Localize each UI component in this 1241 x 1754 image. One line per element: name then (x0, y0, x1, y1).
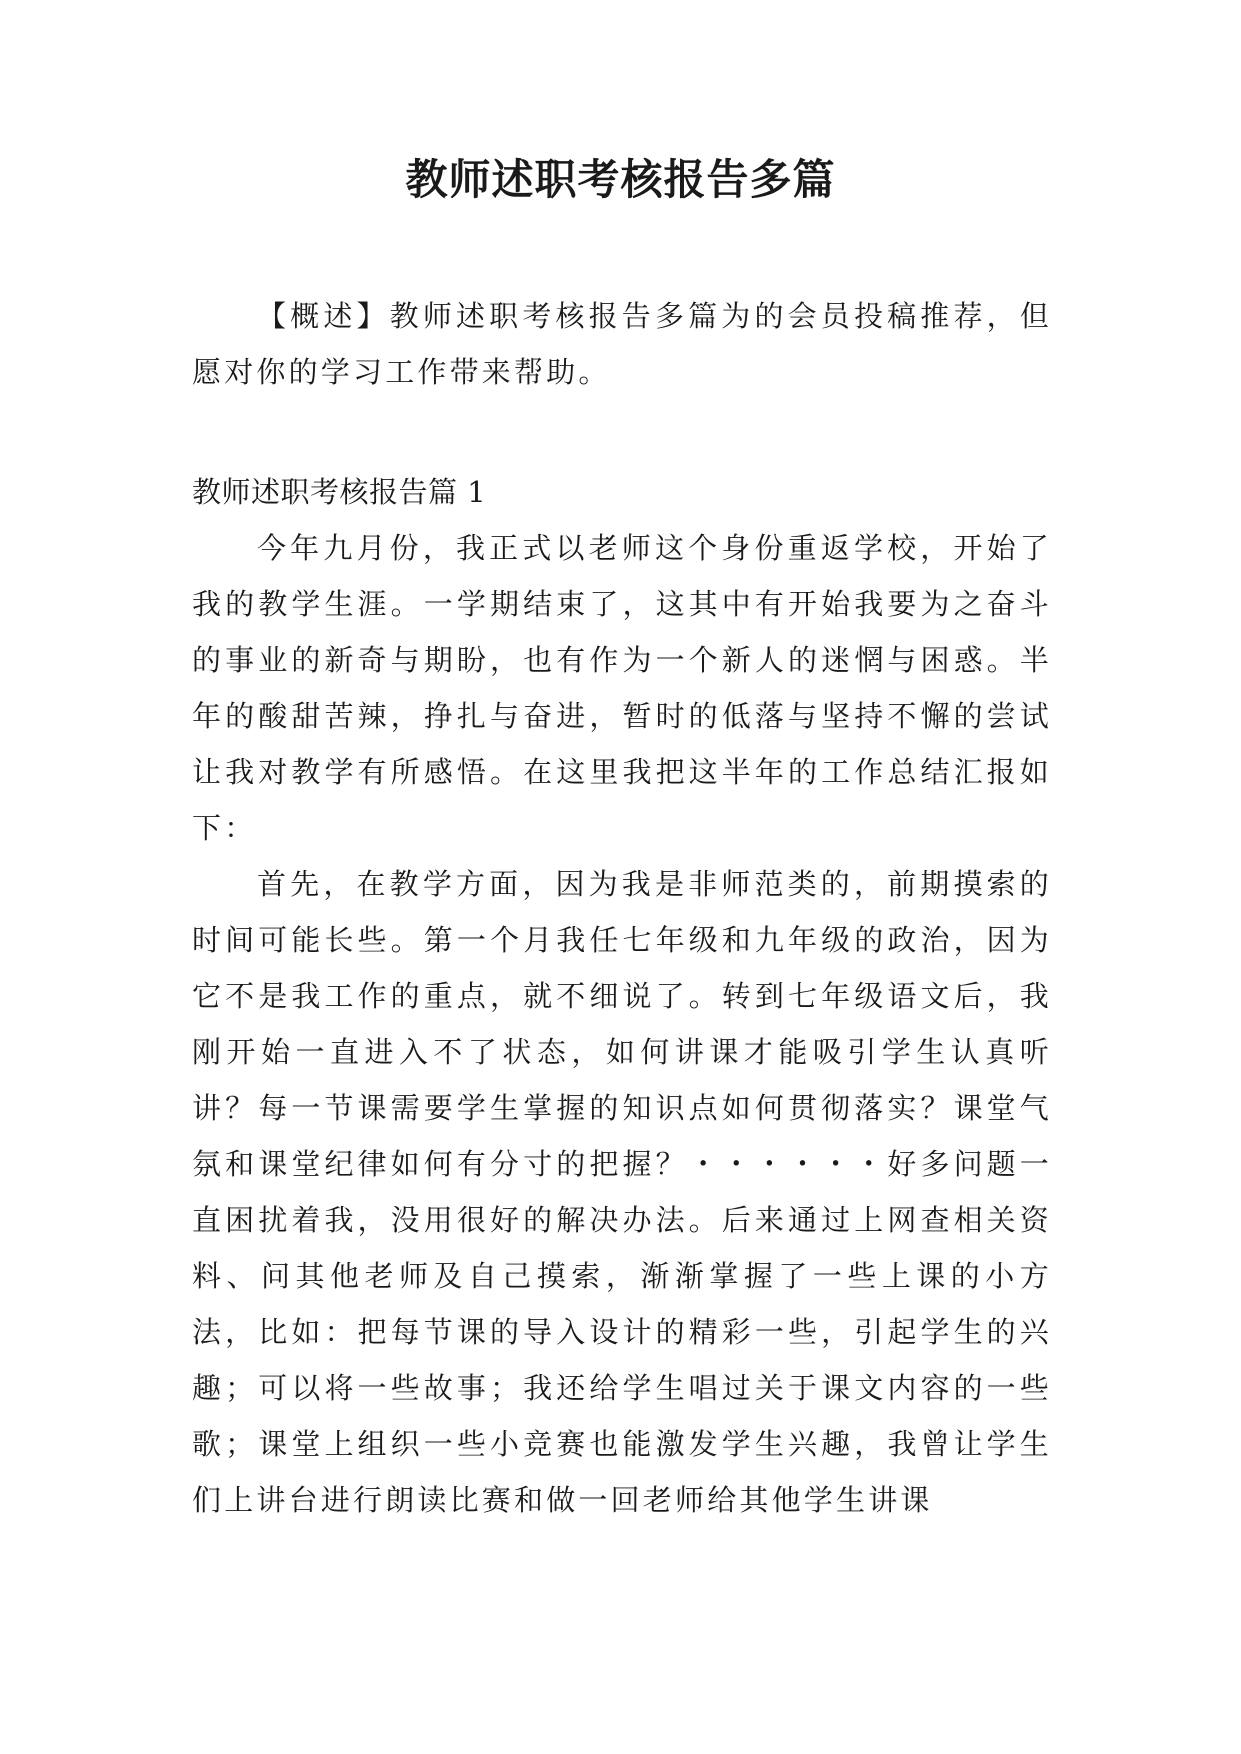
body-paragraph-1: 今年九月份，我正式以老师这个身份重返学校，开始了我的教学生涯。一学期结束了，这其中有开始我要为之奋斗的事业的新奇与期盼，也有作为一个新人的迷惘与困惑。半年的酸甜苦辣，挣扎与奋进，暂时的低落与坚持不懈的尝试让我对教学有所感悟。在这里我把这半年的工作总结汇报如下： (192, 531, 1052, 845)
section-heading: 教师述职考核报告篇 1 (192, 475, 487, 509)
document-title: 教师述职考核报告多篇 (405, 155, 836, 204)
body-paragraph-2: 首先，在教学方面，因为我是非师范类的，前期摸索的时间可能长些。第一个月我任七年级和九年级的政治，因为它不是我工作的重点，就不细说了。转到七年级语文后，我刚开始一直进入不了状态，如何讲课才能吸引学生认真听讲？每一节课需要学生掌握的知识点如何贯彻落实？课堂气氛和课堂纪律如何有分寸的把握？・・・・・・好多问题一直困扰着我，没用很好的解决办法。后来通过上网查相关资料、问其他老师及自己摸索，渐渐掌握了一些上课的小方法，比如：把每节课的导入设计的精彩一些，引起学生的兴趣；可以将一些故事；我还给学生唱过关于课文内容的一些歌；课堂上组织一些小竞赛也能激发学生兴趣，我曾让学生们上讲台进行朗读比赛和做一回老师给其他学生讲课 (192, 867, 1052, 1517)
summary-paragraph: 【概述】教师述职考核报告多篇为的会员投稿推荐，但愿对你的学习工作带来帮助。 (192, 299, 1052, 389)
